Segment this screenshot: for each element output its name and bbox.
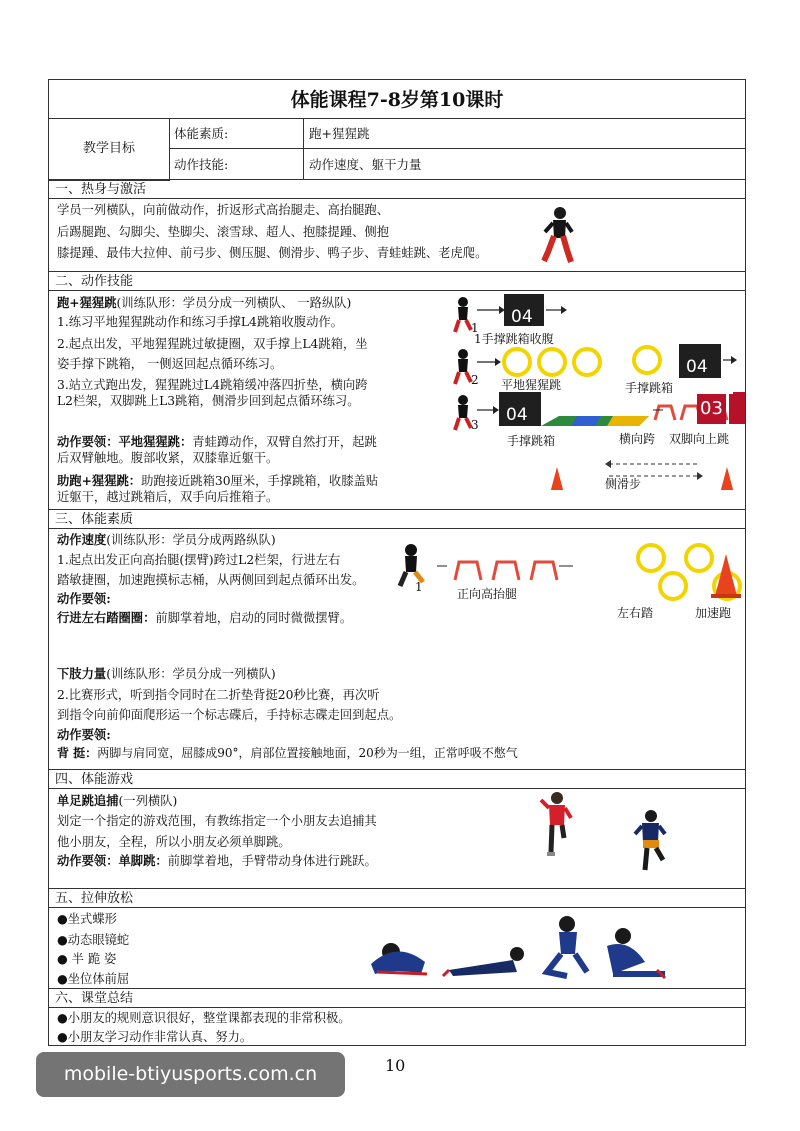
lesson-plan-table xyxy=(48,79,746,1046)
section-warmup-title: 一、热身与激活 xyxy=(49,179,745,199)
label-two-foot-jump: 双脚向上跳 xyxy=(669,432,730,446)
plyo-box-1-num: 04 xyxy=(511,307,533,327)
page-number: 10 xyxy=(385,1056,406,1075)
skills-line-2: 2.起点出发，平地猩猩跳过敏捷圈，双手撑上L4跳箱，坐 xyxy=(57,337,368,351)
agility-ring-1 xyxy=(504,349,530,375)
plyo-box-2-num: 04 xyxy=(686,357,708,377)
game-line-2: 他小朋友，全程，所以小朋友必须单脚跳。 xyxy=(57,835,291,849)
game-line-1: 划定一个指定的游戏范围，有教练指定一个小朋友去追捕其 xyxy=(57,814,377,828)
skills-heading-bold: 跑+猩猩跳 xyxy=(57,295,117,310)
row1-child xyxy=(455,297,471,332)
row3-child xyxy=(455,395,471,430)
section-game-title: 四、体能游戏 xyxy=(49,769,745,789)
plyo-box-4: 03 xyxy=(697,394,726,424)
fitness-heading-2-rest: (训练队形：学员分成一列横队) xyxy=(106,667,276,681)
label-row-2-num: 2 xyxy=(471,373,479,387)
skills-req-2-bold: 助跑+猩猩跳： xyxy=(57,473,142,488)
cone-left xyxy=(549,467,565,490)
stretch-pose-cobra xyxy=(443,947,524,976)
stretch-item-1: ●坐式蝶形 xyxy=(57,912,117,926)
skills-line-1: 1.练习平地猩猩跳动作和练习手撑L4跳箱收腹动作。 xyxy=(57,315,343,329)
fitness-heading-2 xyxy=(57,663,276,686)
game-heading-rest: (一列横队) xyxy=(118,794,178,808)
stretch-item-2: ●动态眼镜蛇 xyxy=(57,933,130,947)
skills-req-2-line2: 近躯干，越过跳箱后，双手向后推箱子。 xyxy=(57,490,279,504)
label-flat-jump: 平地猩猩跳 xyxy=(501,378,562,392)
label-high-knee: 正向高抬腿 xyxy=(457,587,518,601)
skills-req-1-bold: 动作要领：平地猩猩跳： xyxy=(57,434,193,449)
fitness-drill-diagram xyxy=(397,542,745,624)
fitness-req-1 xyxy=(57,607,352,630)
fitness-line-4: 到指令向前仰面爬形运一个标志碟后，手持标志碟走回到起点。 xyxy=(57,708,402,722)
fitness-heading-1-bold: 动作速度 xyxy=(57,532,107,547)
agility-ring-3 xyxy=(574,349,600,375)
plyo-box-3-num: 04 xyxy=(506,405,528,425)
hopping-child-1-image xyxy=(537,790,577,860)
stretch-pose-sit-reach xyxy=(607,928,665,978)
skills-req-2-rest: 助跑接近跳箱30厘米，手撑跳箱，收膝盖贴 xyxy=(141,474,379,488)
ring-a xyxy=(638,545,664,571)
hopping-child-2-image xyxy=(629,808,671,878)
stretch-pose-butterfly xyxy=(371,943,427,974)
skills-line-4: 3.站立式跑出发，猩猩跳过L4跳箱缓冲落四折垫，横向跨 xyxy=(57,378,368,392)
stretch-item-4: ●坐位体前屈 xyxy=(57,972,130,986)
fitness-req-1-bold: 行进左右踏圈圈： xyxy=(57,610,156,625)
label-box-support-1: 手撑跳箱 xyxy=(625,381,674,395)
section-skills-title: 二、动作技能 xyxy=(49,271,745,291)
fitness-req-2 xyxy=(57,743,518,765)
goal-label-fitness: 体能素质: xyxy=(169,118,304,149)
skills-req-1-rest: 青蛙蹲动作，双臂自然打开，起跳 xyxy=(192,435,377,449)
label-box-support-2: 手撑跳箱 xyxy=(507,434,556,448)
goal-label-skill: 动作技能: xyxy=(169,149,304,180)
fitness-req-2-bold: 背 挺： xyxy=(57,746,98,760)
goals-header: 教学目标 xyxy=(49,118,170,181)
label-left-right-step: 左右踏 xyxy=(617,606,654,620)
label-sprint: 加速跑 xyxy=(695,606,732,620)
label-box-tuck: 1手撑跳箱收腹 xyxy=(474,332,554,346)
skills-drill-diagram xyxy=(449,290,745,490)
summary-item-1: ●小朋友的规则意识很好，整堂课都表现的非常积极。 xyxy=(57,1011,351,1025)
label-lateral-step: 横向跨 xyxy=(619,432,656,446)
skills-line-3: 姿手撑下跳箱， 一侧返回起点循环练习。 xyxy=(57,357,283,371)
fitness-line-2: 踏敏捷圈，加速跑摸标志桶，从两侧回到起点循环出发。 xyxy=(57,573,365,587)
row2-child xyxy=(455,349,471,384)
fitness-req-2-rest: 两脚与肩同宽，屈膝成90°，肩部位置接触地面，20秒为一组，正常呼吸不憋气 xyxy=(97,746,518,760)
fitness-heading-1-rest: (训练队形：学员分成两路纵队) xyxy=(106,533,276,547)
running-child-image xyxy=(541,206,575,268)
fitness-line-3: 2.比赛形式，听到指令同时在二折垫背挺20秒比赛，再次听 xyxy=(57,688,380,702)
label-row-3-num: 3 xyxy=(471,418,479,432)
fitness-req-1-rest: 前脚掌着地，启动的同时微微摆臂。 xyxy=(155,611,353,625)
warmup-line-2: 后踢腿跑、勾脚尖、垫脚尖、滚雪球、超人、抱膝提踵、侧抱 xyxy=(57,225,390,239)
stretching-children-image xyxy=(367,912,667,984)
speed-cone xyxy=(709,550,743,600)
fitness-row-num: 1 xyxy=(415,580,423,594)
skills-line-5: L2栏架，双脚跳上L3跳箱，侧滑步回到起点循环练习。 xyxy=(57,394,360,408)
fitness-req-label-2: 动作要领: xyxy=(57,727,111,742)
game-req-rest: 前脚掌着地，手臂带动身体进行跳跃。 xyxy=(167,854,377,868)
stretch-pose-half-kneel xyxy=(547,916,587,976)
section-stretch-title: 五、拉伸放松 xyxy=(49,888,745,908)
goal-value-fitness: 跑+猩猩跳 xyxy=(304,118,745,149)
game-heading-bold: 单足跳追捕 xyxy=(57,793,119,808)
fitness-heading-2-bold: 下肢力量 xyxy=(57,666,107,681)
summary-item-2: ●小朋友学习动作非常认真、努力。 xyxy=(57,1030,253,1044)
warmup-line-3: 膝提踵、最伟大拉伸、前弓步、侧压腿、侧滑步、鸭子步、青蛙蛙跳、老虎爬。 xyxy=(57,246,488,260)
warmup-line-1: 学员一列横队，向前做动作，折返形式高抬腿走、高抬腿跑、 xyxy=(57,203,390,217)
skills-heading-rest: (训练队形：学员分成一列横队、 一路纵队) xyxy=(116,296,352,310)
fitness-heading-1 xyxy=(57,529,276,552)
agility-ring-2 xyxy=(539,349,565,375)
label-side-shuffle: 侧滑步 xyxy=(605,477,642,491)
high-knee-hurdles xyxy=(455,562,557,580)
section-summary-title: 六、课堂总结 xyxy=(49,988,745,1008)
stretch-item-3: ● 半 跪 姿 xyxy=(57,952,117,966)
cone-right xyxy=(719,467,735,490)
ring-c xyxy=(660,573,686,599)
fitness-line-1: 1.起点出发正向高抬腿(摆臂)跨过L2栏架，行进左右 xyxy=(57,553,341,567)
label-row-1-num: 1 xyxy=(471,321,479,335)
watermark: mobile-btiyusports.com.cn xyxy=(36,1052,345,1097)
game-req xyxy=(57,850,377,873)
game-req-bold: 动作要领：单脚跳： xyxy=(57,853,168,868)
fitness-req-label-1: 动作要领: xyxy=(57,591,111,606)
game-heading xyxy=(57,790,177,813)
skills-req-1-line2: 后双臂触地。腹部收紧，双膝靠近躯干。 xyxy=(57,451,279,465)
section-fitness-title: 三、体能素质 xyxy=(49,509,745,529)
goal-value-skill: 动作速度、躯干力量 xyxy=(304,149,745,180)
agility-ring-4 xyxy=(634,347,660,373)
page-title: 体能课程7-8岁第10课时 xyxy=(49,80,745,119)
